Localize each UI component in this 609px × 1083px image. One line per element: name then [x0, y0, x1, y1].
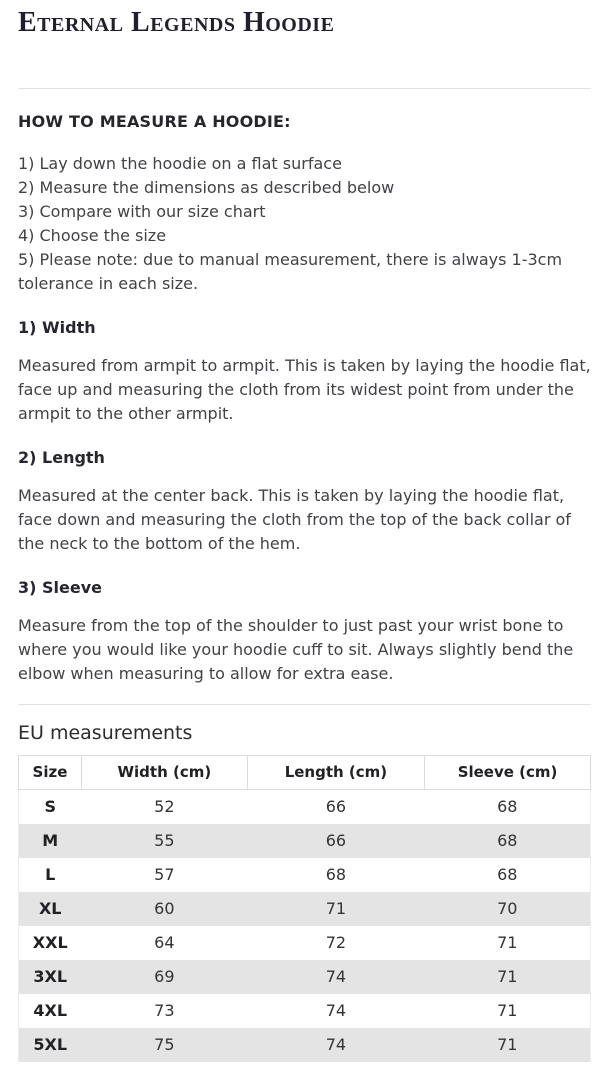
length-section-body: Measured at the center back. This is taken by laying the hoodie flat, face down and measuring the cloth from the top of the back collar of the neck to the bottom of the hem. [18, 486, 571, 553]
measure-steps [18, 152, 591, 296]
product-title: Eternal Legends Hoodie [18, 7, 335, 38]
size-cell: S [19, 790, 82, 825]
measure-step-5: 5) Please note: due to manual measurement, there is always 1-3cm tolerance in each size. [18, 250, 563, 293]
divider [18, 704, 591, 705]
sleeve-cell: 71 [425, 1028, 591, 1062]
sleeve-cell: 68 [425, 790, 591, 825]
size-cell: XL [19, 892, 82, 926]
col-header-sleeve: Sleeve (cm) [425, 756, 591, 790]
size-cell: 5XL [19, 1028, 82, 1062]
width-cell: 75 [81, 1028, 247, 1062]
table-row-l [19, 858, 591, 892]
how-to-heading: HOW TO MEASURE A HOODIE: [18, 112, 291, 131]
table-header-row [19, 756, 591, 790]
size-cell: 4XL [19, 994, 82, 1028]
length-cell: 74 [325, 1001, 347, 1020]
width-section-heading: 1) Width [18, 318, 96, 337]
sleeve-cell: 70 [425, 892, 591, 926]
length-cell: 66 [325, 797, 347, 816]
sleeve-cell: 71 [425, 960, 591, 994]
size-cell: XXL [19, 926, 82, 960]
sleeve-section-body: Measure from the top of the shoulder to just past your wrist bone to where you would like your hoodie cuff to sit. Always slightly bend the elbow when measuring to allow for extra ease. [18, 616, 574, 683]
length-cell: 72 [325, 933, 347, 952]
size-chart-table [18, 755, 591, 1062]
table-row-4xl [19, 994, 591, 1028]
size-cell: M [19, 824, 82, 858]
sleeve-cell: 71 [425, 926, 591, 960]
width-cell: 52 [154, 797, 175, 816]
sleeve-cell: 71 [425, 994, 591, 1028]
width-cell: 57 [154, 865, 175, 884]
table-row-s [19, 790, 591, 825]
measure-step-1: 1) Lay down the hoodie on a flat surface [18, 154, 342, 173]
length-cell: 74 [247, 960, 424, 994]
table-row-5xl [19, 1028, 591, 1062]
table-row-xxl [19, 926, 591, 960]
size-cell: 3XL [19, 960, 82, 994]
table-row-m [19, 824, 591, 858]
width-cell: 64 [154, 933, 175, 952]
measure-step-3: 3) Compare with our size chart [18, 202, 266, 221]
measure-step-4: 4) Choose the size [18, 226, 167, 245]
sleeve-section-heading: 3) Sleeve [18, 578, 103, 597]
col-header-length: Length (cm) [247, 756, 424, 790]
width-section-body: Measured from armpit to armpit. This is taken by laying the hoodie flat, face up and measuring the cloth from its widest point from under the armpit to the other armpit. [18, 356, 591, 423]
eu-measurements-heading: EU measurements [18, 722, 193, 744]
length-cell: 74 [247, 1028, 424, 1062]
length-cell: 68 [325, 865, 347, 884]
width-cell: 69 [81, 960, 247, 994]
col-header-size: Size [19, 756, 82, 790]
width-cell: 55 [81, 824, 247, 858]
sleeve-cell: 68 [425, 858, 591, 892]
divider [18, 88, 591, 89]
width-cell: 73 [154, 1001, 175, 1020]
length-cell: 66 [247, 824, 424, 858]
measure-step-2: 2) Measure the dimensions as described below [18, 178, 395, 197]
col-header-width: Width (cm) [81, 756, 247, 790]
table-row-3xl [19, 960, 591, 994]
sleeve-cell: 68 [425, 824, 591, 858]
table-row-xl [19, 892, 591, 926]
size-cell: L [19, 858, 82, 892]
length-section-heading: 2) Length [18, 448, 105, 467]
width-cell: 60 [81, 892, 247, 926]
length-cell: 71 [247, 892, 424, 926]
